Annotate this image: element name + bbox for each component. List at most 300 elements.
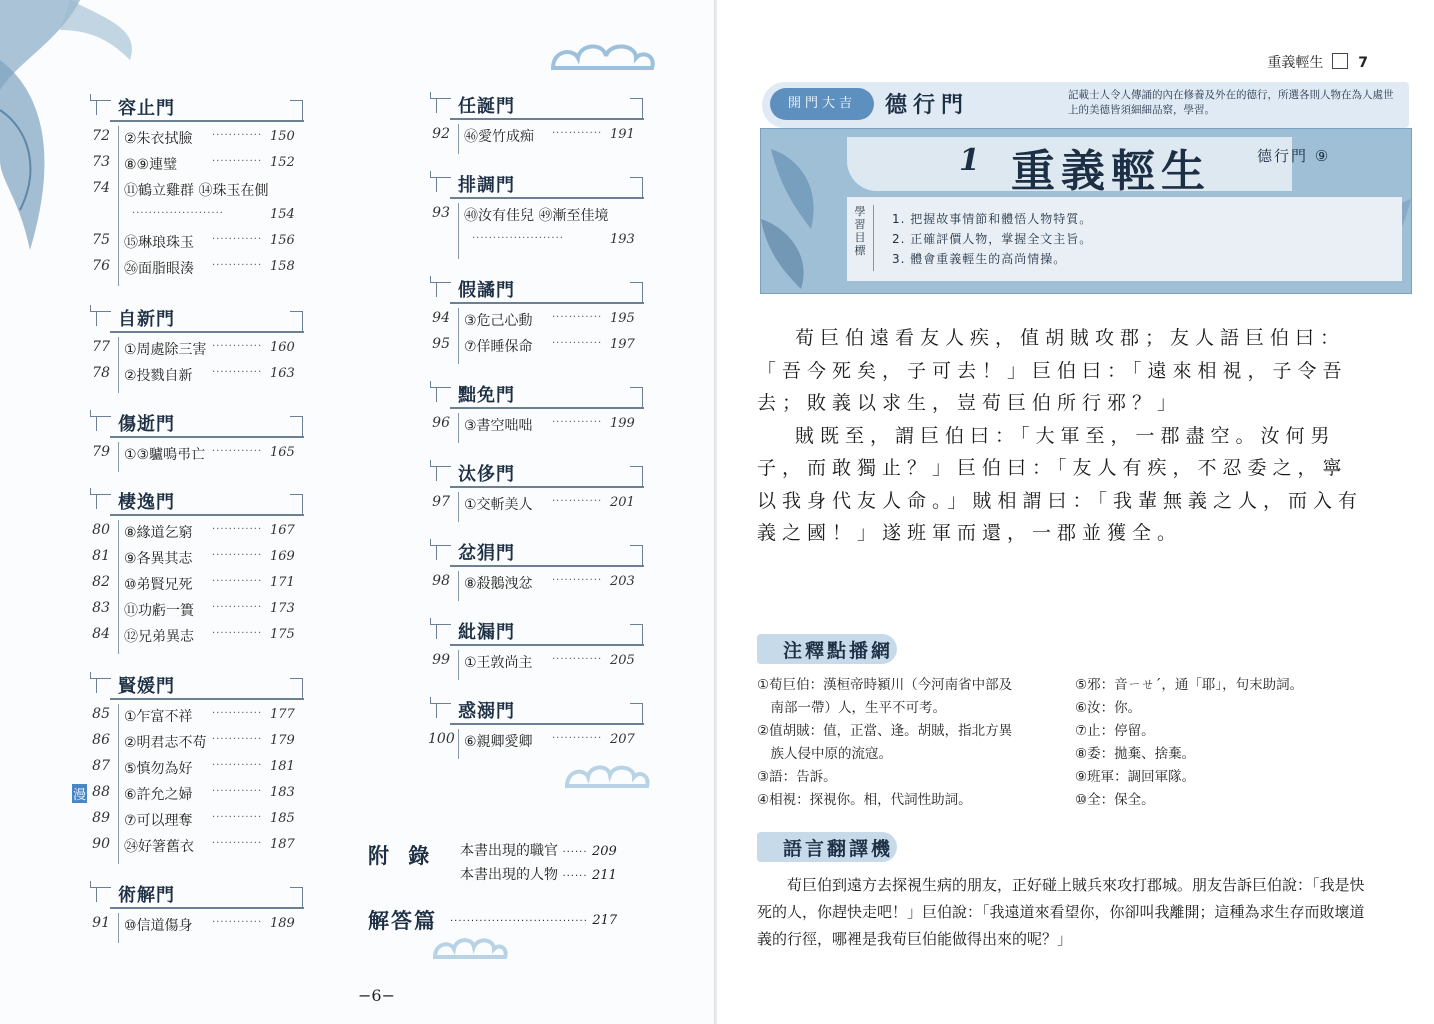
toc-section-header <box>428 175 652 201</box>
toc-entry-title: ①王敦尚主 <box>464 655 533 671</box>
toc-entry-page: 163 <box>270 366 295 381</box>
leader-dots: ············ <box>552 496 603 507</box>
toc-entry-title: ㉖面脂眼湊 <box>124 261 194 277</box>
toc-section-header <box>88 492 312 518</box>
toc-entry-title: ⑨各異其志 <box>124 551 193 567</box>
toc-entry[interactable] <box>88 810 312 836</box>
toc-entry-page: 205 <box>610 653 635 668</box>
leader-dots: ············ <box>552 417 603 428</box>
toc-entry-page: 189 <box>270 916 295 931</box>
toc-section-header <box>428 280 652 306</box>
toc-section <box>88 309 312 387</box>
toc-entry-page: 154 <box>270 207 295 222</box>
objective-item: 1. 把握故事情節和體悟人物特質。 <box>892 212 1093 226</box>
leader-dots: ············ <box>212 734 263 745</box>
toc-entry[interactable] <box>428 573 652 599</box>
section-rule <box>110 120 304 122</box>
toc-entry-number: 84 <box>92 626 110 642</box>
leader-dots: ············ <box>552 128 603 139</box>
toc-entry-page: 175 <box>270 627 295 642</box>
toc-entry-title: ②明君志不苟 <box>124 735 207 751</box>
appendix-item[interactable]: 本書出現的職官 ······ 209 <box>460 843 617 859</box>
toc-section-header <box>88 309 312 335</box>
bracket-icon <box>96 678 111 693</box>
leader-dots: ············ <box>212 708 263 719</box>
toc-section-title: 賢媛門 <box>118 676 175 697</box>
toc-entry-title: ⑥親卿愛卿 <box>464 734 533 750</box>
leader-dots: ············ <box>212 130 263 141</box>
toc-entry[interactable] <box>88 758 312 784</box>
toc-entry-page: 169 <box>270 549 295 564</box>
bracket-icon <box>630 624 643 645</box>
toc-entry-number: 78 <box>92 365 110 381</box>
toc-entry-page: 193 <box>610 232 635 247</box>
toc-entry[interactable] <box>88 339 312 365</box>
bracket-icon <box>436 282 451 297</box>
toc-entry-number: 77 <box>92 339 110 355</box>
toc-section <box>428 543 652 595</box>
toc-section-title: 汰侈門 <box>458 464 515 485</box>
section-vertical-rule <box>118 126 119 286</box>
bracket-icon <box>630 703 643 724</box>
bracket-icon <box>290 887 303 908</box>
section-vertical-rule <box>458 729 459 759</box>
chapter-gate-tag: 德行門 ⑨ <box>1257 147 1331 165</box>
objective-item: 3. 體會重義輕生的高尚情操。 <box>892 252 1067 266</box>
toc-section-title: 紕漏門 <box>458 622 515 643</box>
leader-dots: ············ <box>212 786 263 797</box>
toc-entry[interactable] <box>428 652 652 678</box>
toc-entry-number: 93 <box>432 205 450 221</box>
toc-entry-number: 88 <box>92 784 110 800</box>
toc-section <box>88 98 312 280</box>
toc-section <box>428 175 652 253</box>
toc-section-header <box>88 676 312 702</box>
toc-entry-number: 94 <box>432 310 450 326</box>
cloud-decoration-icon <box>430 935 510 963</box>
section-vertical-rule <box>458 650 459 680</box>
toc-entry-page: 191 <box>610 127 635 142</box>
toc-entry-page: 179 <box>270 733 295 748</box>
toc-section-header <box>428 385 652 411</box>
appendix-item-page: 209 <box>591 844 617 859</box>
toc-entry-number: 87 <box>92 758 110 774</box>
note-line: ⑩全：保全。 <box>1075 792 1155 808</box>
toc-entry-number: 85 <box>92 706 110 722</box>
toc-section-header <box>88 98 312 124</box>
toc-entry[interactable] <box>88 365 312 391</box>
toc-entry-page: 195 <box>610 311 635 326</box>
toc-entry-title: ①周處除三害 <box>124 342 207 358</box>
running-head <box>1267 52 1368 72</box>
leader-dots: ············ <box>212 628 263 639</box>
note-line: 族人侵中原的流寇。 <box>757 746 892 762</box>
section-vertical-rule <box>458 492 459 522</box>
toc-entry-title: ㊻愛竹成痴 <box>464 129 534 145</box>
toc-entry-page: 201 <box>610 495 635 510</box>
toc-entry-number: 82 <box>92 574 110 590</box>
section-rule <box>450 486 644 488</box>
leader-dots: ············ <box>212 446 263 457</box>
toc-entry[interactable] <box>428 126 652 152</box>
toc-section-title: 忿狷門 <box>458 543 515 564</box>
leader-dots: ············ <box>212 156 263 167</box>
toc-entry-number: 81 <box>92 548 110 564</box>
toc-entry-title: ⑥許允之婦 <box>124 787 193 803</box>
translation-header-label: 語言翻譯機 <box>783 838 894 860</box>
toc-section-title: 假譎門 <box>458 280 515 301</box>
toc-entry-page: 181 <box>270 759 295 774</box>
section-vertical-rule <box>118 704 119 864</box>
toc-entry-page: 158 <box>270 259 295 274</box>
manga-badge: 漫 <box>72 784 87 803</box>
bracket-icon <box>290 494 303 515</box>
toc-section <box>428 464 652 516</box>
toc-entry-number: 91 <box>92 915 110 931</box>
toc-section-header <box>428 543 652 569</box>
toc-entry-title: ⑤慎勿為好 <box>124 761 193 777</box>
bracket-icon <box>436 703 451 718</box>
toc-entry-number: 73 <box>92 154 110 170</box>
leader-dots: ············ <box>212 812 263 823</box>
toc-entry-title: ㉔好箸舊衣 <box>124 839 194 855</box>
leader-dots: ············ <box>552 733 603 744</box>
toc-entry-number: 72 <box>92 128 110 144</box>
bracket-icon <box>96 416 111 431</box>
translation-header <box>757 832 897 862</box>
leader-dots: ············ <box>552 312 603 323</box>
toc-section-header <box>428 464 652 490</box>
leader-dots: ············ <box>212 367 263 378</box>
note-line: ⑨班軍：調回軍隊。 <box>1075 769 1196 785</box>
toc-section-header <box>428 622 652 648</box>
toc-entry-number: 89 <box>92 810 110 826</box>
toc-entry[interactable] <box>88 180 312 232</box>
toc-entry-title: ③書空咄咄 <box>464 418 533 434</box>
note-line: ④相視：探視你。相，代詞性助詞。 <box>757 792 972 808</box>
answers-entry[interactable]: ································· 217 <box>450 913 618 928</box>
leader-dots: ············ <box>212 760 263 771</box>
toc-entry-title: ①乍富不祥 <box>124 709 193 725</box>
running-head-title: 重義輕生 <box>1267 55 1324 71</box>
toc-entry-title: ②朱衣拭臉 <box>124 131 193 147</box>
section-vertical-rule <box>118 520 119 654</box>
bracket-icon <box>436 387 451 402</box>
toc-entry[interactable] <box>428 205 652 257</box>
section-vertical-rule <box>118 337 119 393</box>
leader-dots: ············ <box>212 550 263 561</box>
toc-entry-title: ⑩信道傷身 <box>124 918 193 934</box>
leader-dots: ············ <box>212 838 263 849</box>
section-rule <box>450 302 644 304</box>
toc-entry-number: 75 <box>92 232 110 248</box>
objectives-divider <box>873 205 874 271</box>
toc-entry-number: 74 <box>92 180 110 196</box>
appendix-label: 附 錄 <box>368 844 436 868</box>
toc-entry-title: ㊵汝有佳兒 ㊾漸至佳境 <box>464 208 609 224</box>
toc-section <box>88 885 312 937</box>
toc-entry-title: ⑧殺鵝洩忿 <box>464 576 533 592</box>
bracket-icon <box>436 177 451 192</box>
section-vertical-rule <box>458 124 459 154</box>
toc-section-title: 傷逝門 <box>118 414 175 435</box>
toc-entry[interactable] <box>88 600 312 626</box>
translation-paragraph: 荀巨伯到遠方去探視生病的朋友，正好碰上賊兵來攻打郡城。朋友告訴巨伯說：「我是快死的人，你趕快走吧！」巨伯說：「我遠道來看望你，你卻叫我離開；這種為求生存而敗壞道義的行徑，哪裡是我荀巨伯能做得出來的呢？」 <box>757 876 1365 948</box>
toc-entry-title: ⑩弟賢兄死 <box>124 577 193 593</box>
bracket-icon <box>290 678 303 699</box>
section-vertical-rule <box>118 442 119 472</box>
bracket-icon <box>96 311 111 326</box>
gate-pill: 開門大吉 <box>770 88 874 120</box>
bracket-icon <box>290 100 303 121</box>
toc-entry-page: 207 <box>610 732 635 747</box>
toc-entry[interactable] <box>428 336 652 362</box>
bracket-icon <box>436 545 451 560</box>
bracket-icon <box>630 177 643 198</box>
toc-entry-page: 167 <box>270 523 295 538</box>
answers-label: 解答篇 <box>368 909 437 933</box>
note-line: ⑦止：停留。 <box>1075 723 1155 739</box>
gate-description: 記載士人令人傳誦的內在修養及外在的德行，所選各則人物在為人處世上的美德皆須細細品察，學習。 <box>1068 89 1394 116</box>
appendix-item-name: 本書出現的人物 <box>460 867 558 883</box>
leader-dots: ············ <box>552 654 603 665</box>
toc-entry-number: 98 <box>432 573 450 589</box>
toc-entry[interactable] <box>88 258 312 284</box>
gate-name: 德行門 <box>885 92 970 118</box>
toc-entry-page: 185 <box>270 811 295 826</box>
toc-entry[interactable] <box>88 626 312 652</box>
leader-dots: ······················ <box>472 233 564 244</box>
note-line: 南部一帶）人，生平不可考。 <box>757 700 946 716</box>
section-rule <box>110 907 304 909</box>
bracket-icon <box>436 624 451 639</box>
toc-section-title: 任誕門 <box>458 96 515 117</box>
cloud-decoration-icon <box>548 40 658 76</box>
note-line: ③語：告訴。 <box>757 769 837 785</box>
toc-section-title: 黜免門 <box>458 385 515 406</box>
toc-entry-page: 183 <box>270 785 295 800</box>
toc-entry-page: 156 <box>270 233 295 248</box>
toc-entry[interactable] <box>88 444 312 470</box>
gate-banner <box>762 82 1409 128</box>
toc-entry-page: 197 <box>610 337 635 352</box>
toc-section-title: 術解門 <box>118 885 175 906</box>
toc-entry-title: ⑦可以理奪 <box>124 813 193 829</box>
toc-entry-number: 97 <box>432 494 450 510</box>
cloud-decoration-icon <box>562 762 652 792</box>
toc-entry-title: ①③驢鳴弔亡 <box>124 447 206 463</box>
toc-entry[interactable] <box>88 915 312 941</box>
toc-entry-number: 86 <box>92 732 110 748</box>
section-vertical-rule <box>458 413 459 443</box>
toc-entry[interactable] <box>73 784 312 810</box>
toc-section-header <box>428 96 652 122</box>
bracket-icon <box>96 100 111 115</box>
toc-entry-number: 100 <box>428 731 455 747</box>
notes-left <box>757 674 1012 812</box>
toc-entry-number: 76 <box>92 258 110 274</box>
toc-entry-page: 177 <box>270 707 295 722</box>
toc-entry-title: ⑪功虧一簣 <box>124 603 194 619</box>
toc-entry-page: 152 <box>270 155 295 170</box>
toc-section <box>428 280 652 358</box>
note-line: ①荀巨伯：漢桓帝時潁川（今河南省中部及 <box>757 677 1013 693</box>
toc-entry-number: 92 <box>432 126 450 142</box>
toc-section-header <box>88 414 312 440</box>
toc-section <box>428 701 652 753</box>
answers-page: 217 <box>592 913 618 928</box>
section-rule <box>450 723 644 725</box>
toc-entry-title: ⑦佯睡保命 <box>464 339 533 355</box>
toc-entry-title: ⑧緣道乞窮 <box>124 525 193 541</box>
left-page <box>0 0 716 1024</box>
section-rule <box>450 644 644 646</box>
toc-entry-title: ⑧⑨連璧 <box>124 157 178 173</box>
text-paragraph: 賊既至，謂巨伯曰：「大軍至，一郡盡空。汝何男子，而敢獨止？」巨伯曰：「友人有疾，不忍委之，寧以我身代友人命。」賊相謂曰：「我輩無義之人，而入有義之國！」遂班軍而還，一郡並獲全。 <box>757 424 1364 544</box>
section-vertical-rule <box>118 913 119 943</box>
toc-section <box>88 492 312 648</box>
toc-entry[interactable] <box>88 732 312 758</box>
toc-entry-number: 90 <box>92 836 110 852</box>
toc-entry-page: 165 <box>270 445 295 460</box>
toc-entry[interactable] <box>428 731 652 757</box>
toc-entry-page: 187 <box>270 837 295 852</box>
toc-section-header <box>428 701 652 727</box>
toc-entry-page: 203 <box>610 574 635 589</box>
bracket-icon <box>630 98 643 119</box>
chapter-title: 重義輕生 <box>1011 146 1211 197</box>
note-line: ⑥汝：你。 <box>1075 700 1142 716</box>
bracket-icon <box>630 545 643 566</box>
toc-entry-title: ③危己心動 <box>464 313 533 329</box>
learning-objectives <box>847 197 1402 281</box>
toc-section-title: 棲逸門 <box>118 492 175 513</box>
toc-entry[interactable] <box>428 310 652 336</box>
right-page <box>717 0 1434 1024</box>
note-line: ②值胡賊：值，正當、逢。胡賊，指北方異 <box>757 723 1013 739</box>
leader-dots: ············ <box>212 602 263 613</box>
objectives-label: 學習目標 <box>854 205 866 257</box>
notes-header <box>757 634 897 664</box>
leader-dots: ············ <box>212 576 263 587</box>
leader-dots: ············ <box>552 338 603 349</box>
objective-item: 2. 正確評價人物，掌握全文主旨。 <box>892 232 1093 246</box>
leader-dots: ············ <box>212 234 263 245</box>
section-rule <box>450 407 644 409</box>
toc-section-title: 自新門 <box>118 309 175 330</box>
toc-section <box>73 676 312 858</box>
toc-entry-number: 95 <box>432 336 450 352</box>
section-rule <box>450 197 644 199</box>
toc-section-header <box>88 885 312 911</box>
toc-section-title: 排調門 <box>458 175 515 196</box>
toc-section <box>88 414 312 466</box>
toc-entry[interactable] <box>88 706 312 732</box>
toc-entry-page: 171 <box>270 575 295 590</box>
toc-entry-number: 80 <box>92 522 110 538</box>
bracket-icon <box>630 466 643 487</box>
leader-dots: ············ <box>212 260 263 271</box>
toc-entry-page: 173 <box>270 601 295 616</box>
toc-entry[interactable] <box>88 836 312 862</box>
toc-entry[interactable] <box>88 128 312 154</box>
bracket-icon <box>630 387 643 408</box>
toc-entry[interactable] <box>428 494 652 520</box>
toc-entry[interactable] <box>88 154 312 180</box>
leader-dots: ············ <box>552 575 603 586</box>
text-paragraph: 荀巨伯遠看友人疾，值胡賊攻郡；友人語巨伯曰：「吾今死矣，子可去！」巨伯曰：「遠來相視，子令吾去；敗義以求生，豈荀巨伯所行邪？」 <box>757 327 1348 414</box>
appendix-item-name: 本書出現的職官 <box>460 843 558 859</box>
section-vertical-rule <box>458 308 459 364</box>
toc-section <box>428 385 652 437</box>
toc-entry[interactable] <box>88 574 312 600</box>
section-rule <box>450 118 644 120</box>
book-icon <box>1332 53 1348 69</box>
toc-section-title: 容止門 <box>118 98 175 119</box>
bracket-icon <box>290 311 303 332</box>
leader-dots: ······················ <box>132 208 224 219</box>
bracket-icon <box>290 416 303 437</box>
section-rule <box>110 698 304 700</box>
toc-entry-title: ⑮琳琅珠玉 <box>124 235 194 251</box>
chapter-number: 1 <box>959 143 980 178</box>
section-rule <box>110 331 304 333</box>
toc-entry[interactable] <box>88 522 312 548</box>
section-rule <box>110 514 304 516</box>
toc-entry-number: 99 <box>432 652 450 668</box>
notes-header-label: 注釋點播網 <box>783 640 894 662</box>
leaf-decoration-icon <box>761 129 851 293</box>
section-vertical-rule <box>458 203 459 259</box>
toc-entry[interactable] <box>88 232 312 258</box>
section-rule <box>110 436 304 438</box>
note-line: ⑤邪：音ㄧㄝˊ，通「耶」，句末助詞。 <box>1075 677 1304 693</box>
toc-entry-title: ⑪鶴立雞群 ⑭珠玉在側 <box>124 183 269 199</box>
toc-entry-page: 199 <box>610 416 635 431</box>
chapter-title-box <box>760 128 1412 294</box>
translation-text <box>757 872 1369 953</box>
bracket-icon <box>96 494 111 509</box>
page-number: −6− <box>358 986 395 1005</box>
toc-entry-page: 150 <box>270 129 295 144</box>
leader-dots: ············ <box>212 341 263 352</box>
section-rule <box>450 565 644 567</box>
toc-section-title: 惑溺門 <box>458 701 515 722</box>
toc-section <box>428 622 652 674</box>
notes-right <box>1075 674 1303 812</box>
leader-dots: ············ <box>212 524 263 535</box>
appendix-item[interactable]: 本書出現的人物 ······ 211 <box>460 867 617 883</box>
toc-entry-title: ⑫兄弟異志 <box>124 629 194 645</box>
leader-dots: ············ <box>212 917 263 928</box>
note-line: ⑧委：拋棄、捨棄。 <box>1075 746 1196 762</box>
appendix-item-page: 211 <box>591 868 617 883</box>
bracket-icon <box>96 887 111 902</box>
bracket-icon <box>630 282 643 303</box>
bracket-icon <box>436 466 451 481</box>
section-vertical-rule <box>458 571 459 601</box>
toc-entry[interactable] <box>428 415 652 441</box>
toc-entry-number: 96 <box>432 415 450 431</box>
toc-entry[interactable] <box>88 548 312 574</box>
toc-entry-number: 79 <box>92 444 110 460</box>
toc-entry-title: ①交斬美人 <box>464 497 533 513</box>
toc-section <box>428 96 652 148</box>
toc-entry-page: 160 <box>270 340 295 355</box>
classical-text <box>757 322 1367 550</box>
bracket-icon <box>436 98 451 113</box>
toc-entry-number: 83 <box>92 600 110 616</box>
